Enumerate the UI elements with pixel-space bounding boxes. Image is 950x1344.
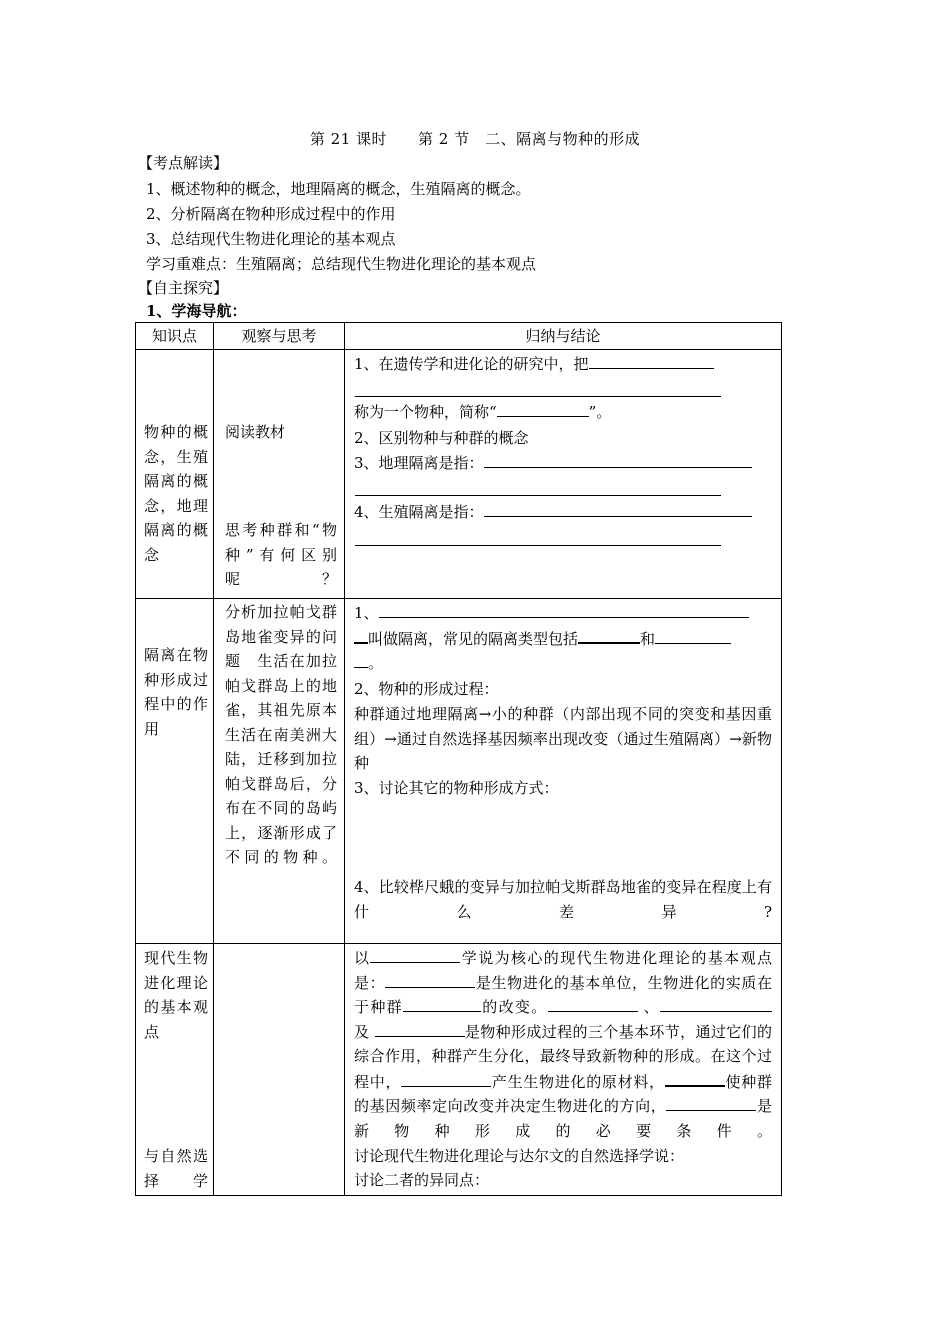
- row1-c2-end: ”。: [588, 403, 612, 421]
- blank-line[interactable]: [355, 495, 721, 496]
- row2-c2-period: 。: [368, 654, 384, 672]
- row3-p8: 产生生物进化的原材料，: [491, 1072, 665, 1091]
- row1-topic: 物种的概念，生殖隔离的概念，地理隔离的概念: [144, 423, 208, 564]
- row1-obs-think: 思考种群和“物种”有何区别呢？: [225, 521, 337, 588]
- row1-c3: 2、区别物种与种群的概念: [354, 429, 529, 447]
- row2-c1: [354, 601, 749, 626]
- row3-p5: 、: [643, 998, 660, 1016]
- row1-obs-read: 阅读教材: [225, 423, 286, 441]
- row2-c2-and: 和: [640, 630, 656, 648]
- study-table: [135, 322, 782, 1196]
- row3-p2: 学说为核心的现代生物进化理论的基本观点是：: [354, 949, 772, 992]
- table-row: [136, 944, 782, 1196]
- row1-c4: [354, 451, 752, 476]
- row3-discuss: 讨论现代生物进化理论与达尔文的自然选择学说：: [354, 1147, 685, 1165]
- table-row: [136, 350, 782, 599]
- blank[interactable]: [578, 626, 640, 644]
- blank[interactable]: [385, 971, 475, 988]
- blank[interactable]: [484, 500, 752, 517]
- row3-theory: [354, 946, 772, 1143]
- row1-c5: [354, 500, 752, 525]
- blank[interactable]: [484, 451, 752, 468]
- header-observation: 观察与思考: [214, 323, 345, 350]
- row2-c6: 4、比较桦尺蛾的变异与加拉帕戈斯群岛地雀的变异在程度上有什么差异?: [354, 878, 772, 921]
- row3-p3: 是生物进化的基本单位，生物进化的实质在于种群: [354, 973, 772, 1016]
- header-topic: 知识点: [136, 323, 214, 350]
- row2-c3: 2、物种的形成过程：: [354, 680, 499, 698]
- blank[interactable]: [379, 601, 749, 618]
- row3-p4: 的改变。: [480, 998, 548, 1016]
- blank[interactable]: [660, 995, 772, 1012]
- objective-3: 3、总结现代生物进化理论的基本观点: [146, 230, 396, 248]
- table-row: [136, 599, 782, 944]
- blank[interactable]: [401, 1070, 491, 1087]
- row2-c4: 种群通过地理隔离→小的种群（内部出现不同的突变和基因重组）→通过自然选择基因频率出现改变（通过生殖隔离）→新物种: [354, 705, 772, 772]
- kaodian-header: 【考点解读】: [138, 154, 229, 172]
- row3-p6: 及: [354, 1022, 370, 1041]
- blank[interactable]: [354, 626, 368, 644]
- blank[interactable]: [548, 995, 638, 1012]
- row2-c5: 3、讨论其它的物种形成方式：: [354, 779, 559, 797]
- row2-obs: 分析加拉帕戈群岛地雀变异的问题 生活在加拉帕戈群岛上的地雀，其祖先原本生活在南美洲大陆，迁移到加拉帕戈群岛后，分布在不同的岛屿上，逐渐形成了不同的物种。: [225, 603, 337, 866]
- section-heading: 1、学海导航：: [146, 302, 247, 320]
- row3-discuss-2: 讨论二者的异同点：: [354, 1171, 490, 1189]
- row1-c1-text: 1、在遗传学和进化论的研究中，把: [354, 355, 589, 373]
- row1-c4-text: 3、地理隔离是指：: [354, 454, 484, 472]
- blank[interactable]: [403, 995, 481, 1012]
- row3-topic-2: 与自然选择学: [144, 1147, 208, 1190]
- row1-c5-text: 4、生殖隔离是指：: [354, 503, 484, 521]
- page-title: 第 21 课时 第 2 节 二、隔离与物种的形成: [309, 130, 641, 148]
- objective-1: 1、概述物种的概念，地理隔离的概念，生殖隔离的概念。: [146, 180, 531, 198]
- row3-topic: 现代生物进化理论的基本观点: [144, 949, 208, 1041]
- row3-p7: 是物种形成过程的三个基本环节，通过它们的综合作用，种群产生分化，最终导致新物种的形成。在这个过程中，: [354, 1022, 772, 1091]
- blank[interactable]: [497, 400, 589, 417]
- row1-c2-text: 称为一个物种，简称“: [354, 403, 497, 421]
- key-points: 学习重难点：生殖隔离；总结现代生物进化理论的基本观点: [146, 255, 537, 273]
- blank[interactable]: [665, 1069, 725, 1087]
- row3-p1: 以: [354, 949, 371, 967]
- zizhu-header: 【自主探究】: [138, 279, 229, 297]
- row1-c2: [354, 400, 611, 425]
- header-conclusion: 归纳与结论: [345, 323, 782, 350]
- row2-c2-tail: [354, 651, 383, 676]
- blank[interactable]: [375, 1020, 465, 1037]
- blank[interactable]: [370, 946, 460, 963]
- blank[interactable]: [655, 627, 731, 644]
- blank[interactable]: [354, 651, 368, 668]
- blank-line[interactable]: [355, 396, 721, 397]
- blank-line[interactable]: [355, 545, 721, 546]
- row2-topic: 隔离在物种形成过程中的作用: [144, 646, 208, 738]
- blank[interactable]: [589, 352, 714, 369]
- row1-c1: [354, 352, 714, 377]
- row3-p10: 是新物种形成的必要条件。: [354, 1097, 772, 1140]
- blank[interactable]: [666, 1094, 756, 1111]
- objective-2: 2、分析隔离在物种形成过程中的作用: [146, 205, 396, 223]
- row2-c2-text: 叫做隔离，常见的隔离类型包括: [368, 630, 579, 648]
- row2-c1-text: 1、: [354, 604, 379, 622]
- row2-c2: [354, 626, 731, 652]
- row3-p9: 使种群的基因频率定向改变并决定生物进化的方向，: [354, 1072, 772, 1115]
